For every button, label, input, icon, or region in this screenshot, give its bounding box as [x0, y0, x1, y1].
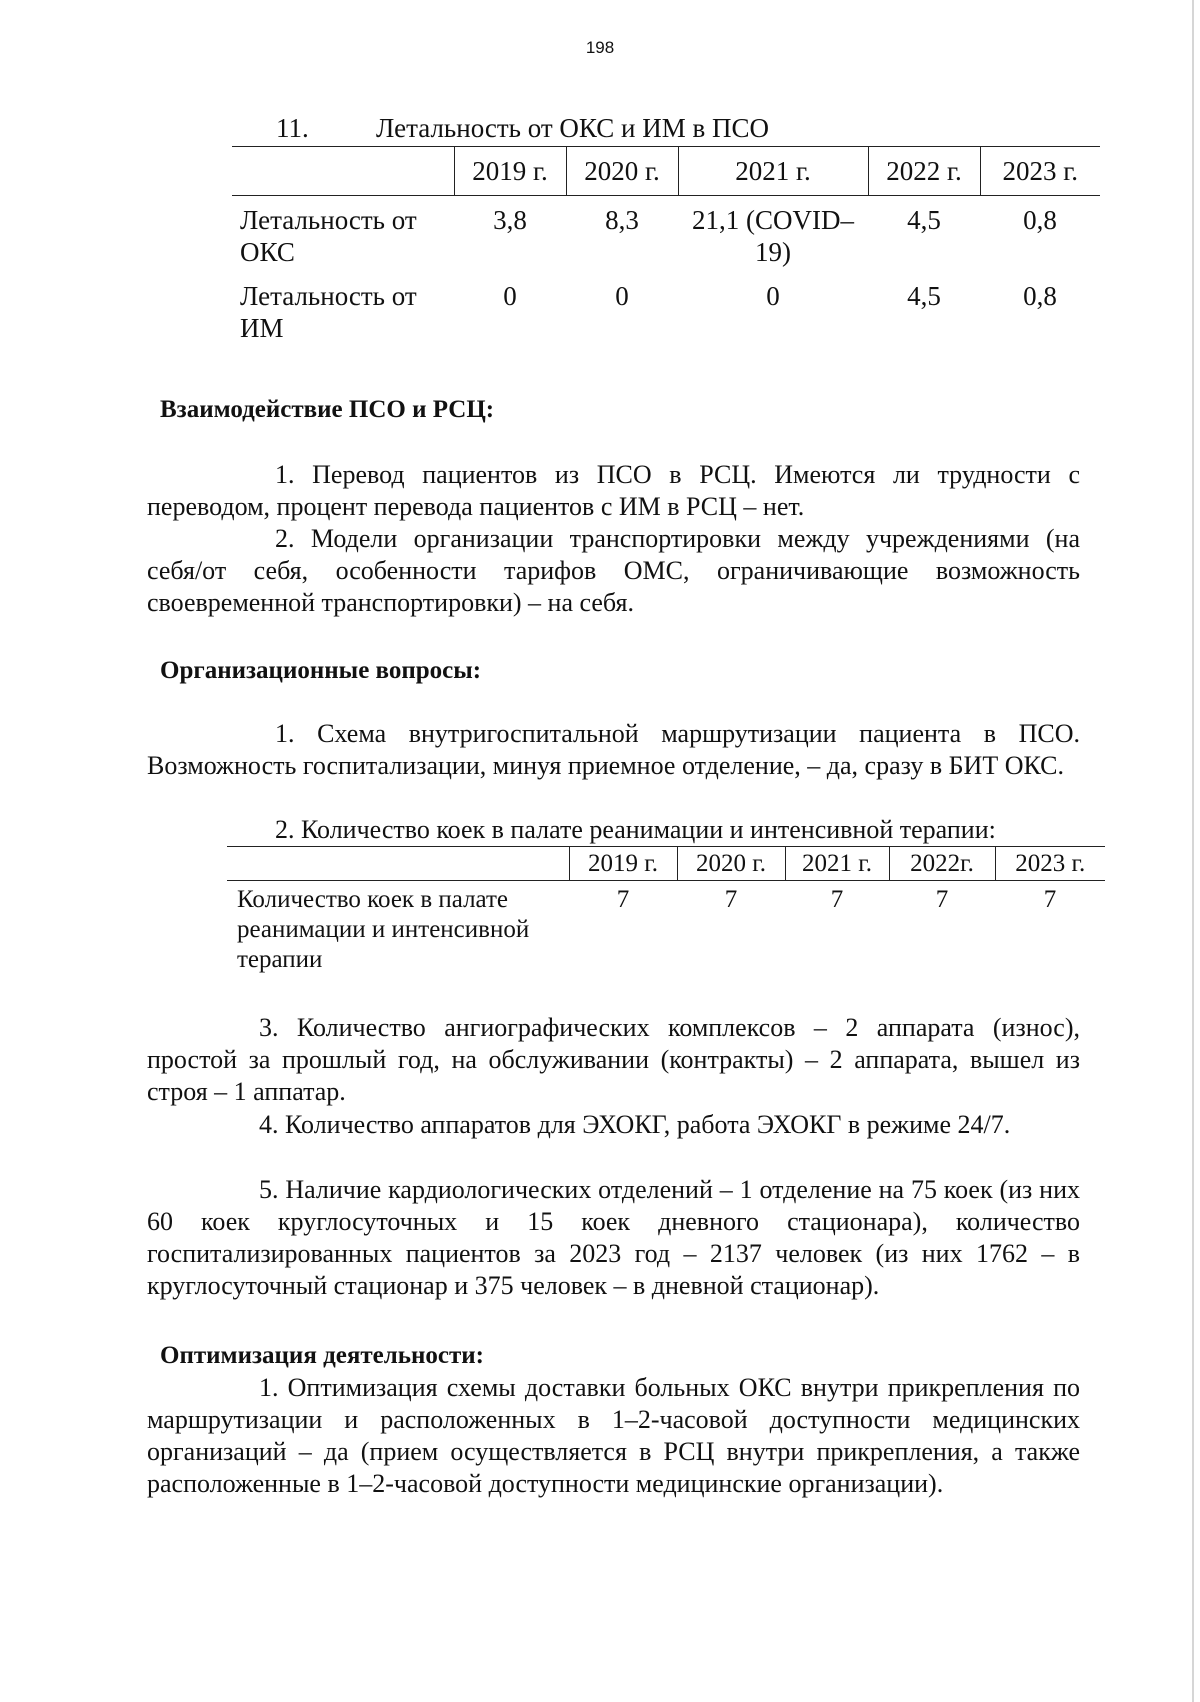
table-header-cell: 2023 г.	[980, 147, 1100, 196]
page-number: 198	[585, 38, 615, 57]
section-heading: Оптимизация деятельности:	[160, 1342, 484, 1369]
table-header-row	[227, 847, 1105, 881]
table-cell: 7	[724, 886, 738, 913]
table-header-cell: 2019 г.	[454, 147, 566, 196]
paragraph: 1. Схема внутригоспитальной маршрутизации пациента в ПСО. Возможность госпитализации, минуя приемное отделение, – да, сразу в БИТ ОКС.	[147, 719, 1080, 780]
table-cell: 7	[830, 886, 844, 913]
table-cell: 21,1 (COVID–19)	[692, 205, 854, 267]
table-header-cell: 2021 г.	[678, 147, 868, 196]
table-cell: 0	[766, 281, 780, 311]
paragraph: 1. Оптимизация схемы доставки больных ОКС внутри прикрепления по маршрутизации и расположенных в 1–2-часовой доступности медицинских организаций – да (прием осуществляется в РСЦ внутри прикрепления, а также расположенные в 1–2-часовой доступности медицинские организации).	[147, 1373, 1080, 1498]
section-heading: Организационные вопросы:	[160, 657, 482, 684]
table-cell: 8,3	[605, 205, 639, 235]
table-cell: 0	[615, 281, 629, 311]
table-header-cell: 2020 г.	[566, 147, 678, 196]
table-header-cell: 2019 г.	[569, 847, 677, 881]
table1-title: Летальность от ОКС и ИМ в ПСО	[376, 113, 769, 143]
table-header-cell: 2021 г.	[785, 847, 889, 881]
table-header-cell: 2022г.	[889, 847, 995, 881]
table2-caption: 2. Количество коек в палате реанимации и интенсивной терапии:	[275, 815, 996, 844]
row-label: Количество коек в палате реанимации и интенсивной терапии	[237, 886, 530, 973]
paragraph: 3. Количество ангиографических комплексов – 2 аппарата (износ), простой за прошлый год, на обслуживании (контракты) – 2 аппарата, вышел из строя – 1 аппатар.	[147, 1013, 1080, 1106]
table-cell: 7	[1043, 886, 1057, 913]
paragraph: 4. Количество аппаратов для ЭХОКГ, работа ЭХОКГ в режиме 24/7.	[259, 1110, 1011, 1139]
lethality-table	[232, 146, 1100, 344]
paragraph: 5. Наличие кардиологических отделений – 1 отделение на 75 коек (из них 60 коек круглосуточных и 15 коек дневного стационара), количество госпитализированных пациентов за 2023 год – 2137 человек (из них 1762 – в круглосуточный стационар и 375 человек – в дневной стационар).	[147, 1175, 1080, 1300]
beds-table	[227, 846, 1105, 975]
table-row	[227, 881, 1105, 976]
section-heading: Взаимодействие ПСО и РСЦ:	[160, 396, 495, 423]
table-header-row	[232, 147, 1100, 196]
table-header-cell	[232, 147, 454, 196]
scan-edge-line	[1192, 0, 1194, 1702]
table-cell: 7	[616, 886, 630, 913]
table-cell: 4,5	[907, 281, 941, 311]
table-header-cell: 2022 г.	[868, 147, 980, 196]
table-cell: 0,8	[1023, 205, 1057, 235]
table-cell: 0,8	[1023, 281, 1057, 311]
table1-number: 11.	[276, 113, 309, 143]
table-header-cell	[227, 847, 569, 881]
table1-caption	[276, 113, 769, 144]
row-label: Летальность от ОКС	[240, 205, 417, 267]
paragraph: 2. Модели организации транспортировки между учреждениями (на себя/от себя, особенности тарифов ОМС, ограничивающие возможность своевременной транспортировки) – на себя.	[147, 524, 1080, 617]
table-row	[232, 196, 1100, 269]
table-header-cell: 2020 г.	[677, 847, 785, 881]
table-cell: 3,8	[493, 205, 527, 235]
row-label: Летальность от ИМ	[240, 281, 417, 343]
table-header-cell: 2023 г.	[995, 847, 1105, 881]
table-cell: 0	[503, 281, 517, 311]
table-cell: 7	[935, 886, 949, 913]
paragraph: 1. Перевод пациентов из ПСО в РСЦ. Имеются ли трудности с переводом, процент перевода пациентов с ИМ в РСЦ – нет.	[147, 460, 1080, 521]
table-cell: 4,5	[907, 205, 941, 235]
table-row	[232, 268, 1100, 344]
